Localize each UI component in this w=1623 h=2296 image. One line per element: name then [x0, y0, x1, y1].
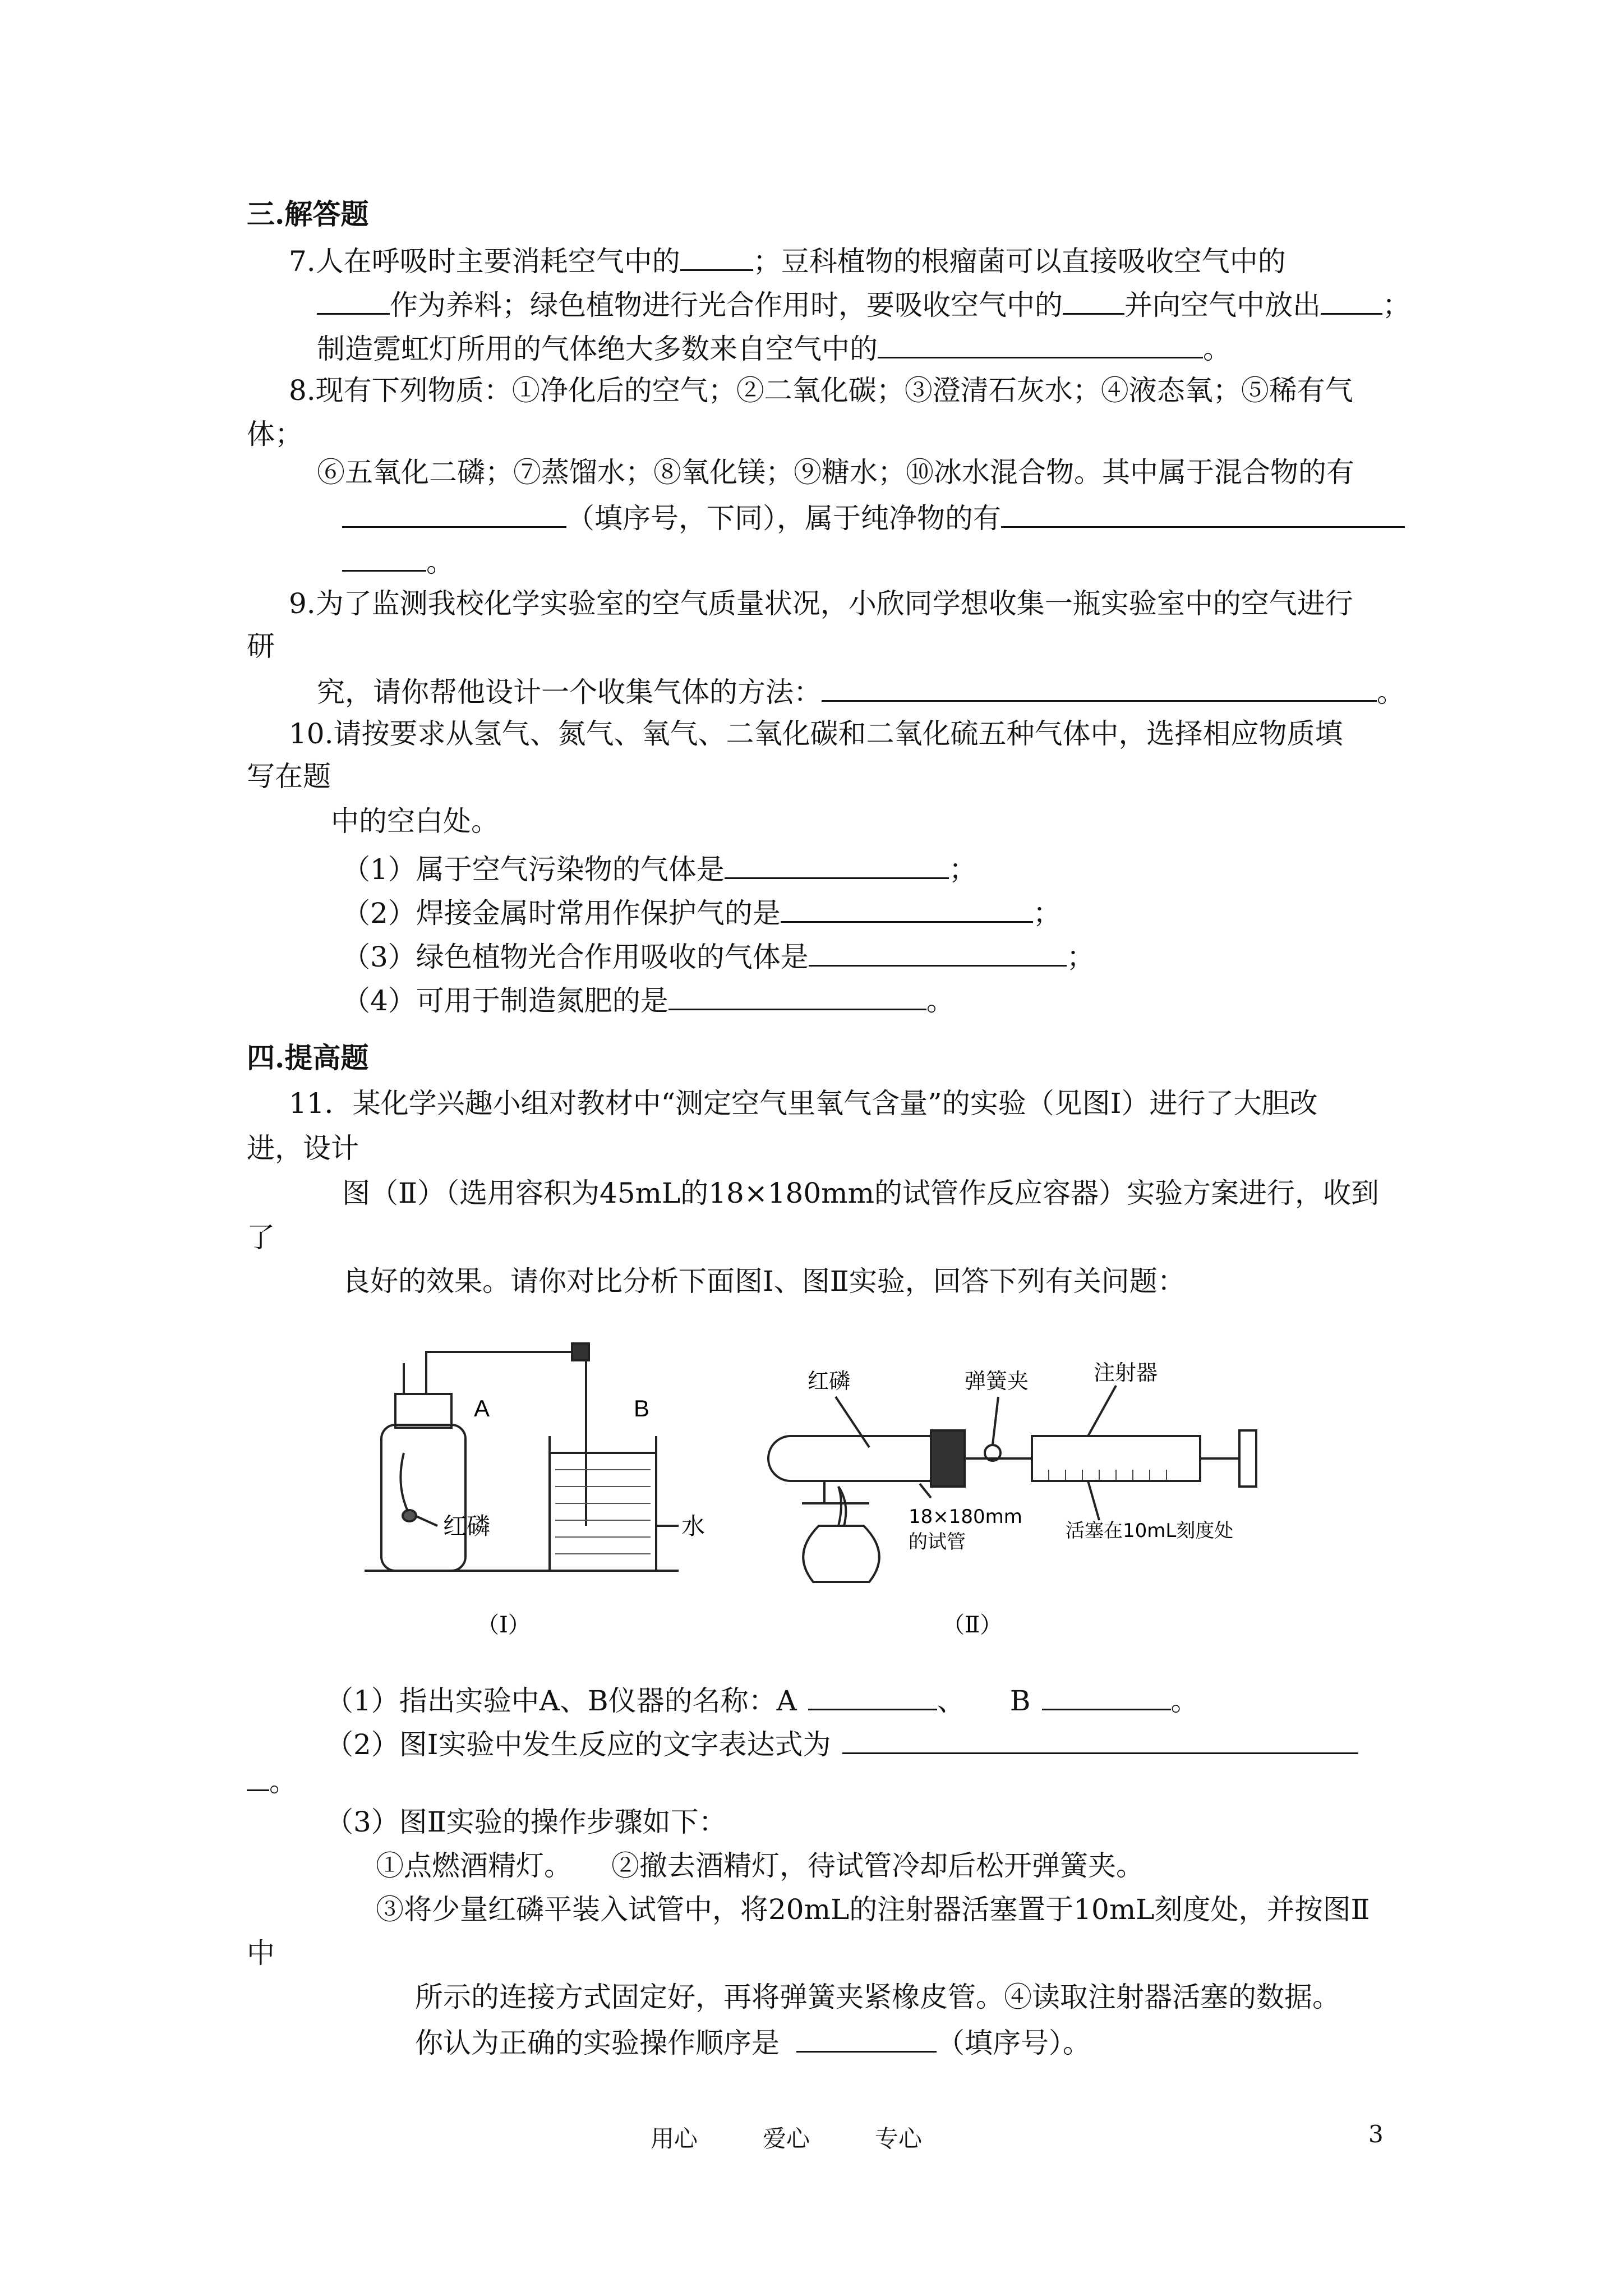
q7-blank-3[interactable]: [1063, 285, 1124, 315]
q10-sub3: [342, 937, 1095, 975]
q7-blank-2[interactable]: [317, 285, 390, 315]
q10-blank-1[interactable]: [725, 849, 949, 879]
page-number: 3: [1368, 2120, 1384, 2148]
q8-text: 。: [426, 546, 454, 578]
q8-line4: [342, 498, 1405, 536]
q11-step1-2: [376, 1848, 1144, 1884]
q10-line1: 10.请按要求从氢气、氮气、氧气、二氧化碳和二氧化硫五种气体中，选择相应物质填: [289, 717, 1343, 750]
fig1-tube: [426, 1352, 586, 1526]
q11-text: B: [1009, 1685, 1031, 1717]
q7-text: ；: [1382, 289, 1410, 321]
q11-text: 。: [1170, 1685, 1199, 1717]
q7-blank-5[interactable]: [878, 329, 1203, 358]
footer-motto-2: 爱心: [763, 2125, 810, 2152]
q8-blank-2[interactable]: [1001, 498, 1405, 528]
fig1-label-p: 红磷: [443, 1512, 491, 1540]
q7-line2: [317, 285, 1410, 323]
q11-blank-eq-end[interactable]: [247, 1761, 269, 1791]
q11-line2: 进，设计: [247, 1132, 359, 1165]
fig1-bottle: [381, 1425, 465, 1571]
footer-motto-1: 用心: [651, 2125, 698, 2152]
q11-text: （填序号）。: [937, 2027, 1091, 2059]
fig2-stopper: [931, 1430, 965, 1487]
section4-heading: 四.提高题: [247, 1041, 369, 1074]
q11-sub3: （3）图Ⅱ实验的操作步骤如下：: [325, 1806, 727, 1838]
q10-text: ；: [948, 853, 977, 886]
q11-blank-order[interactable]: [796, 2023, 937, 2053]
q8-line5: [342, 542, 454, 580]
q11-step3c: 所示的连接方式固定好，再将弹簧夹紧橡皮管。④读取注射器活塞的数据。: [415, 1981, 1340, 2013]
footer-motto-3: 专心: [875, 2125, 923, 2152]
q11-line1: 11．某化学兴趣小组对教材中“测定空气里氧气含量”的实验（见图Ⅰ）进行了大胆改: [289, 1087, 1318, 1120]
q11-answer-line: [415, 2023, 1091, 2061]
q11-sub2-end: [247, 1761, 297, 1800]
fig1-label-w: 水: [681, 1512, 706, 1540]
q7-blank-4[interactable]: [1321, 285, 1382, 315]
q10-line2: 写在题: [247, 760, 331, 793]
q8-line1: 8.现有下列物质：①净化后的空气；②二氧化碳；③澄清石灰水；④液态氧；⑤稀有气: [289, 374, 1353, 407]
fig1-caption: （Ⅰ）: [477, 1612, 531, 1638]
q11-text: 。: [269, 1765, 297, 1798]
q8-text: （填序号，下同），属于纯净物的有: [566, 502, 1001, 535]
q9-line3: [317, 672, 1405, 710]
q7-blank-1[interactable]: [680, 241, 753, 271]
fig1-label-b: B: [634, 1395, 650, 1421]
q9-line2: 研: [247, 630, 275, 662]
q11-step3: ③将少量红磷平装入试管中，将20mL的注射器活塞置于10mL刻度处，并按图Ⅱ: [376, 1893, 1370, 1926]
q10-text: ；: [1066, 941, 1095, 973]
q11-text: 、: [937, 1685, 965, 1717]
q11-text: （1）指出实验中A、B仪器的名称：A: [325, 1685, 797, 1717]
fig2-plunger: [1239, 1430, 1256, 1487]
q10-text: （2）焊接金属时常用作保护气的是: [342, 897, 781, 930]
q10-text: （4）可用于制造氮肥的是: [342, 984, 668, 1017]
q7-line1: [289, 241, 1286, 279]
q8-blank-3[interactable]: [342, 542, 426, 572]
fig2-alcohol-lamp: [803, 1526, 879, 1582]
fig2-label-clip: 弹簧夹: [965, 1369, 1029, 1393]
q11-line4: 了: [247, 1221, 275, 1254]
fig2-label-syringe: 注射器: [1094, 1360, 1158, 1385]
figure-apparatus-svg: [365, 1341, 1318, 1655]
fig2-label-piston: 活塞在10mL刻度处: [1066, 1520, 1234, 1542]
q9-blank[interactable]: [822, 672, 1377, 702]
q10-sub2: [342, 893, 1061, 931]
q10-blank-4[interactable]: [668, 981, 926, 1010]
q10-text: （1）属于空气污染物的气体是: [342, 853, 725, 886]
fig1-label-a: A: [474, 1395, 490, 1421]
q11-step3b: 中: [247, 1937, 275, 1970]
q11-line5: 良好的效果。请你对比分析下面图Ⅰ、图Ⅱ实验，回答下列有关问题：: [342, 1265, 1186, 1297]
q11-blank-a[interactable]: [808, 1681, 937, 1710]
fig2-label-tube1: 18×180mm: [909, 1506, 1022, 1528]
fig2-label-p: 红磷: [808, 1369, 851, 1393]
q8-line2: 体；: [247, 418, 303, 450]
q11-line3: 图（Ⅱ）（选用容积为45mL的18×180mm的试管作反应容器）实验方案进行，收到: [342, 1177, 1379, 1209]
q11-sub2: [325, 1724, 1358, 1763]
q7-text: 制造霓虹灯所用的气体绝大多数来自空气中的: [317, 333, 878, 365]
fig1-stopper: [395, 1394, 451, 1428]
experiment-figures: [365, 1341, 1318, 1655]
q7-text: ；豆科植物的根瘤菌可以直接吸收空气中的: [753, 245, 1286, 278]
fig2-caption: （Ⅱ）: [942, 1612, 1003, 1638]
fig1-spoon: [400, 1453, 409, 1515]
q7-text: 7.人在呼吸时主要消耗空气中的: [289, 245, 680, 278]
q7-line3: [317, 329, 1231, 367]
fig1-clamp: [572, 1343, 589, 1360]
q8-line3: ⑥五氧化二磷；⑦蒸馏水；⑧氧化镁；⑨糖水；⑩冰水混合物。其中属于混合物的有: [317, 456, 1354, 489]
section3-heading: 三.解答题: [247, 197, 369, 231]
q11-step1: ①点燃酒精灯。: [376, 1849, 572, 1882]
q10-blank-3[interactable]: [809, 937, 1067, 967]
q10-sub1: [342, 849, 977, 887]
q8-blank-1[interactable]: [342, 498, 566, 528]
q10-text: ；: [1032, 897, 1061, 930]
q10-blank-2[interactable]: [781, 893, 1033, 923]
q11-blank-b[interactable]: [1042, 1681, 1171, 1710]
q11-text: 你认为正确的实验操作顺序是: [415, 2027, 780, 2059]
q10-line3: 中的空白处。: [331, 805, 499, 838]
q11-blank-eq[interactable]: [842, 1724, 1358, 1754]
q10-sub4: [342, 981, 955, 1019]
q7-text: 。: [1203, 333, 1231, 365]
q11-step2: ②撤去酒精灯，待试管冷却后松开弹簧夹。: [611, 1849, 1144, 1882]
q11-sub1: [325, 1681, 1199, 1719]
q7-text: 并向空气中放出: [1124, 289, 1321, 321]
fig2-test-tube: [768, 1436, 931, 1481]
q9-line1: 9.为了监测我校化学实验室的空气质量状况，小欣同学想收集一瓶实验室中的空气进行: [289, 587, 1353, 620]
q10-text: 。: [926, 984, 955, 1017]
q9-text: 究，请你帮他设计一个收集气体的方法：: [317, 676, 822, 708]
q7-text: 作为养料；绿色植物进行光合作用时，要吸收空气中的: [390, 289, 1063, 321]
q10-text: （3）绿色植物光合作用吸收的气体是: [342, 941, 809, 973]
q11-text: （2）图Ⅰ实验中发生反应的文字表达式为: [325, 1728, 831, 1761]
fig2-label-tube2: 的试管: [909, 1531, 966, 1553]
q9-text: 。: [1377, 676, 1405, 708]
